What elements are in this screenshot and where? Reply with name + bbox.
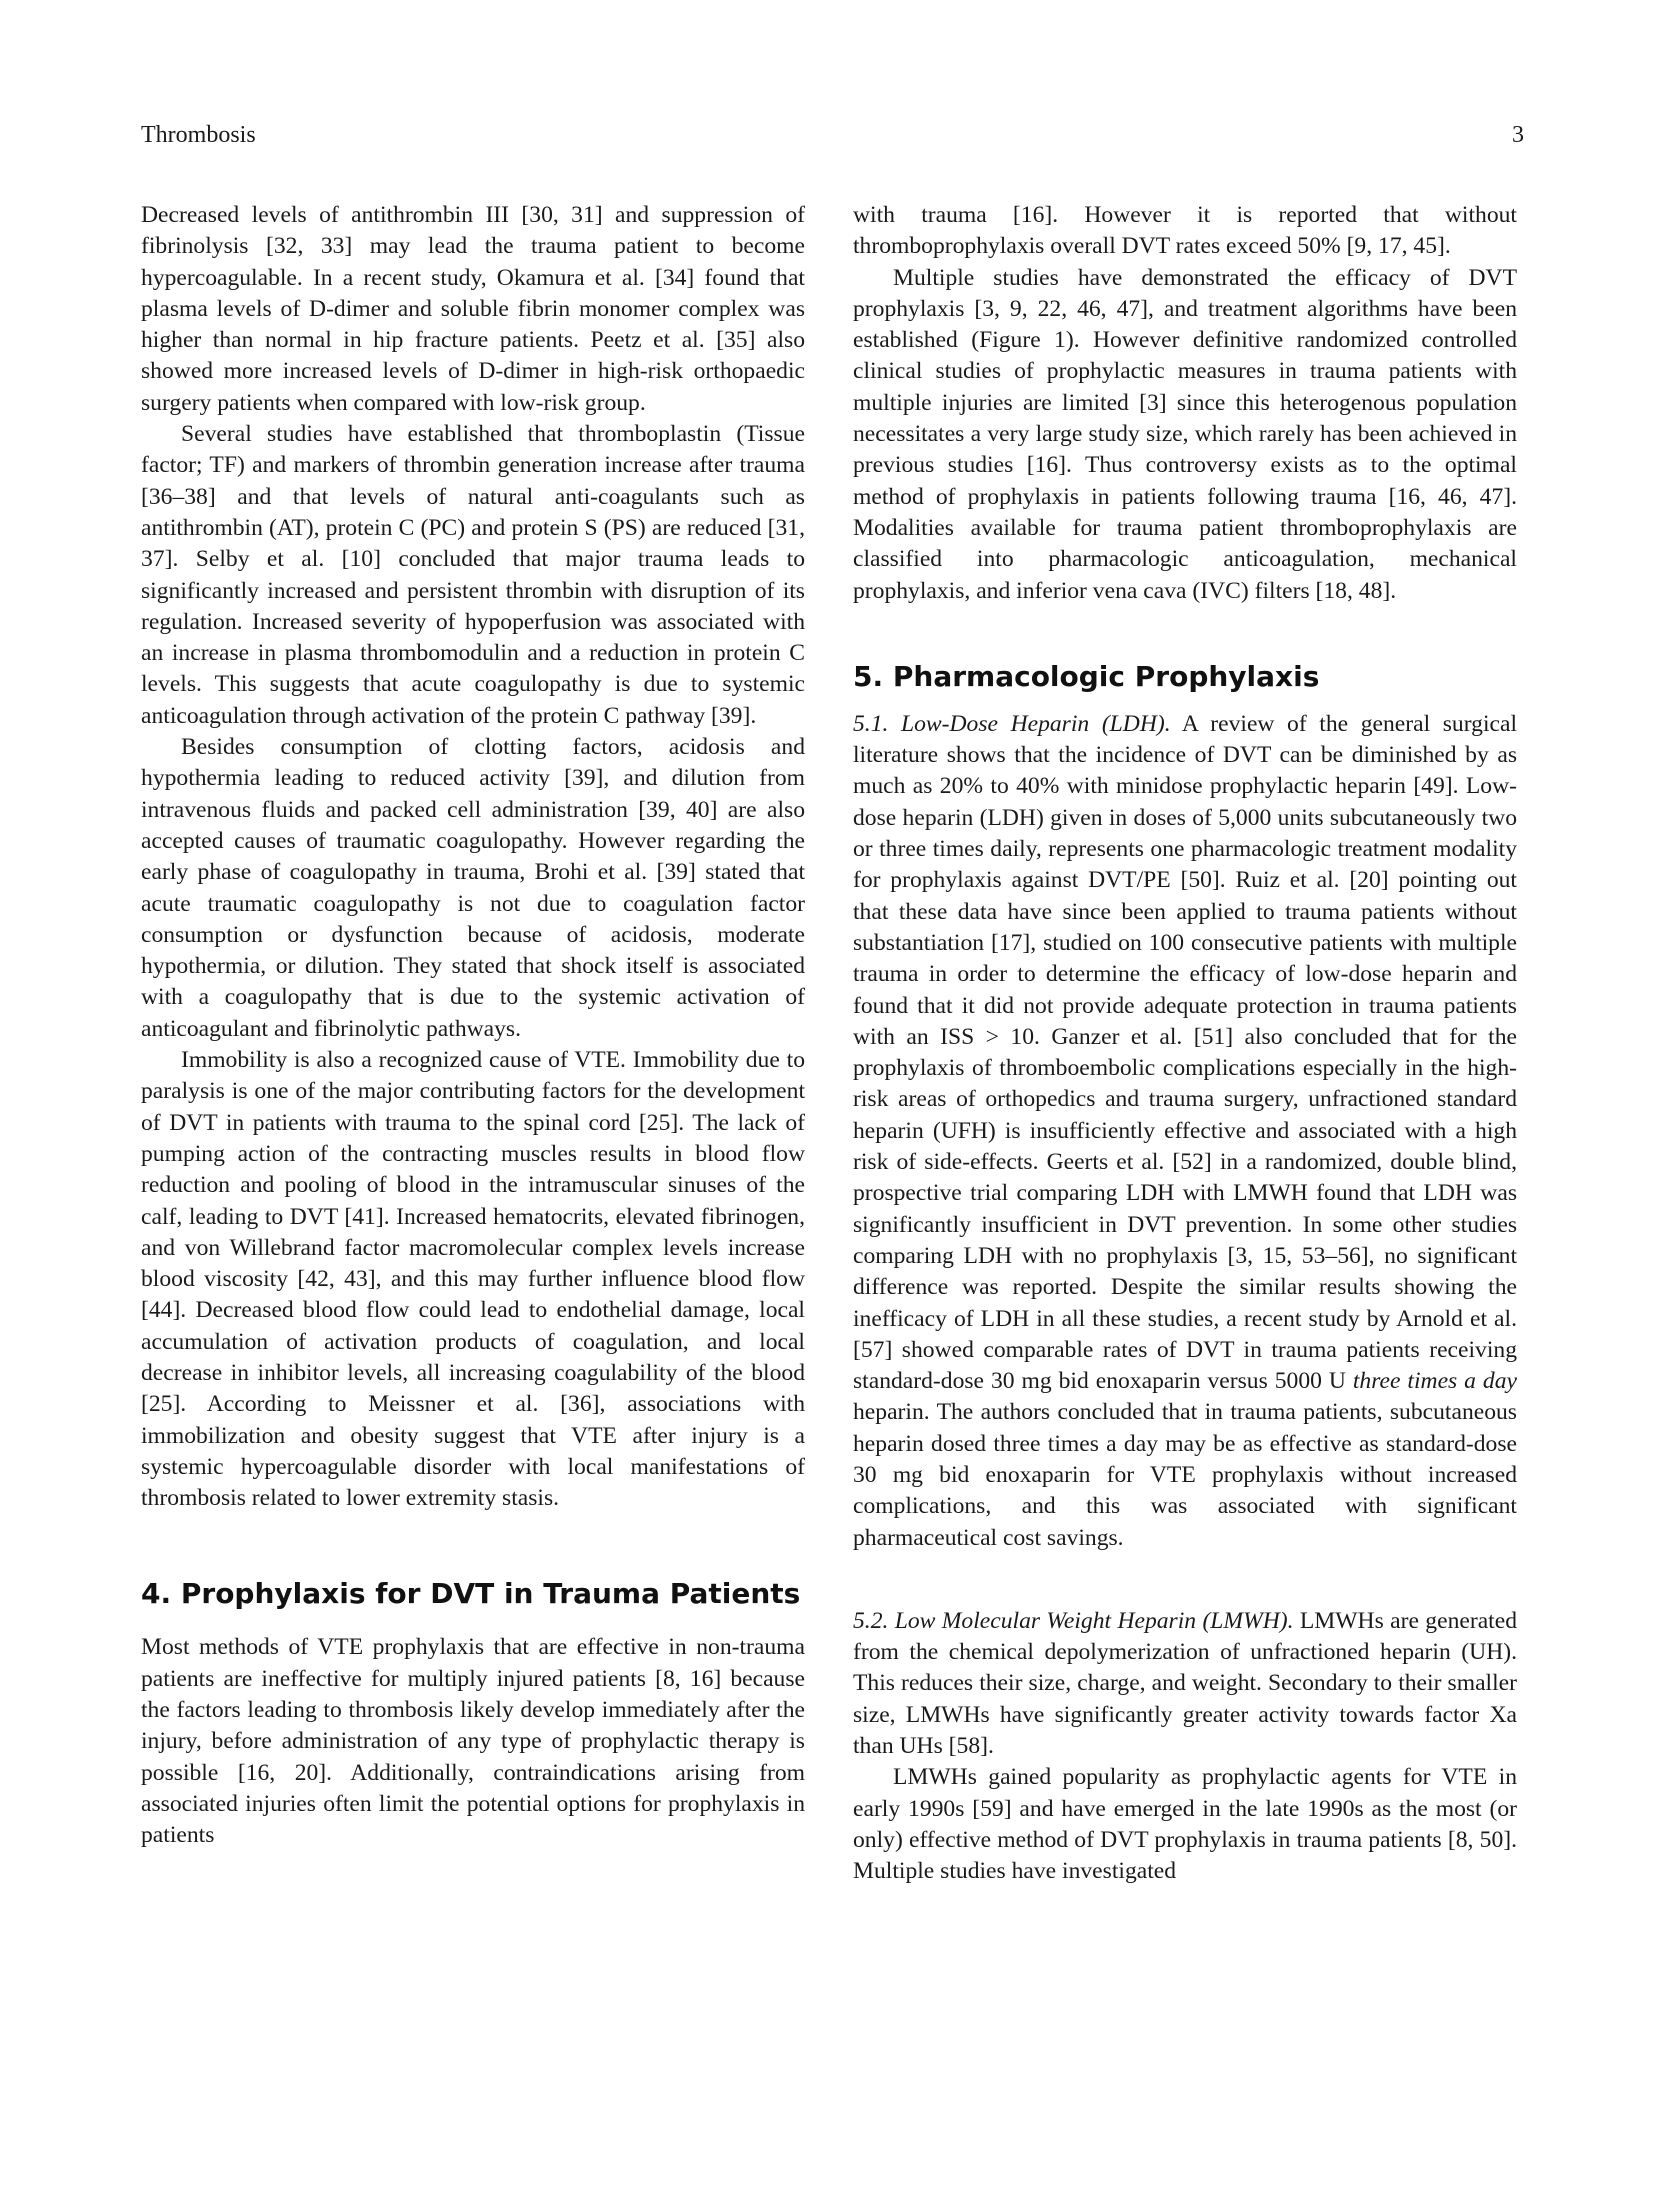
running-header [141, 118, 1524, 152]
emphasis-text: three times a day [1352, 1368, 1517, 1395]
paragraph: Decreased levels of antithrombin III [30, 31] and suppression of fibrinolysis [32, 33] may lead the trauma patient to become hypercoagulable. In a recent study, Okamura et al. [34] found that plasma levels of D-dimer and soluble fibrin monomer complex was higher than normal in hip fracture patients. Peetz et al. [35] also showed more increased levels of D-dimer in high-risk orthopaedic surgery patients when compared with low-risk group. [141, 202, 805, 416]
paragraph: LMWHs gained popularity as prophylactic agents for VTE in early 1990s [59] and have emerged in the late 1990s as the most (or only) effective method of DVT prophylaxis in trauma patients [8, 50]. Multiple studies have investigated [853, 1764, 1517, 1885]
subsection-5-1 [853, 709, 1517, 1554]
page-number: 3 [1512, 122, 1524, 148]
subsection-5-2 [853, 1606, 1517, 1762]
section-heading-4: 4. Prophylaxis for DVT in Trauma Patients [141, 1577, 801, 1611]
right-column [853, 200, 1517, 1888]
subsection-heading-5-2: 5.2. Low Molecular Weight Heparin (LMWH). [853, 1607, 1294, 1634]
paragraph: Immobility is also a recognized cause of VTE. Immobility due to paralysis is one of the major contributing factors for the development of DVT in patients with trauma to the spinal cord [25]. The lack of pumping action of the contracting muscles results in blood flow reduction and pooling of blood in the intramuscular sinuses of the calf, leading to DVT [41]. Increased hematocrits, elevated fibrinogen, and von Willebrand factor macromolecular complex levels increase blood viscosity [42, 43], and this may further influence blood flow [44]. Decreased blood flow could lead to endothelial damage, local accumulation of activation products of coagulation, and local decrease in inhibitor levels, all increasing coagulability of the blood [25]. According to Meissner et al. [36], associations with immobilization and obesity suggest that VTE after injury is a systemic hypercoagulable disorder with local manifestations of thrombosis related to lower extremity stasis. [141, 1047, 805, 1512]
paragraph: Most methods of VTE prophylaxis that are effective in non-trauma patients are ineffective for multiply injured patients [8, 16] because the factors leading to thrombosis likely develop immediately after the injury, before administration of any type of prophylactic therapy is possible [16, 20]. Additionally, contraindications arising from associated injuries often limit the potential options for prophylaxis in patients [141, 1634, 805, 1849]
subsection-text: LMWHs are generated from the chemical depolymerization of unfractioned heparin (UH). This reduces their size, charge, and weight. Secondary to their smaller size, LMWHs have significantly greater activity towards factor Xa than UHs [58]. [853, 1607, 1517, 1760]
paragraph: Multiple studies have demonstrated the efficacy of DVT prophylaxis [3, 9, 22, 46, 47], and treatment algorithms have been established (Figure 1). However definitive randomized controlled clinical studies of prophylactic measures in trauma patients with multiple injuries are limited [3] since this heterogenous population necessitates a very large study size, which rarely has been achieved in previous studies [16]. Thus controversy exists as to the optimal method of prophylaxis in patients following trauma [16, 46, 47]. Modalities available for trauma patient thromboprophylaxis are classified into pharmacologic anticoagulation, mechanical prophylaxis, and inferior vena cava (IVC) filters [18, 48]. [853, 264, 1517, 604]
paragraph: with trauma [16]. However it is reported that without thromboprophylaxis overall DVT rates exceed 50% [9, 17, 45]. [853, 202, 1517, 260]
paragraph: Besides consumption of clotting factors, acidosis and hypothermia leading to reduced activity [39], and dilution from intravenous fluids and packed cell administration [39, 40] are also accepted causes of traumatic coagulopathy. However regarding the early phase of coagulopathy in trauma, Brohi et al. [39] stated that acute traumatic coagulopathy is not due to coagulation factor consumption or dysfunction because of acidosis, moderate hypothermia, or dilution. They stated that shock itself is associated with a coagulopathy that is due to the systemic activation of anticoagulant and fibrinolytic pathways. [141, 734, 805, 1042]
journal-name: Thrombosis [141, 122, 256, 148]
subsection-heading-5-1: 5.1. Low-Dose Heparin (LDH). [853, 710, 1171, 737]
subsection-text: A review of the general surgical literature shows that the incidence of DVT can be diminished by as much as 20% to 40% with minidose prophylactic heparin [49]. Low-dose heparin (LDH) given in doses of 5,000 units subcutaneously two or three times daily, represents one pharmacologic treatment modality for prophylaxis against DVT/PE [50]. Ruiz et al. [20] pointing out that these data have since been applied to trauma patients without substantiation [17], studied on 100 consecutive patients with multiple trauma in order to determine the efficacy of low-dose heparin and found that it did not provide adequate protection in trauma patients with an ISS > 10. Ganzer et al. [51] also concluded that for the prophylaxis of thromboembolic complications especially in the high-risk areas of orthopedics and trauma surgery, unfractioned standard heparin (UFH) is insufficiently effective and associated with a high risk of side-effects. Geerts et al. [52] in a randomized, double blind, prospective trial comparing LDH with LMWH found that LDH was significantly insufficient in DVT prevention. In some other studies comparing LDH with no prophylaxis [3, 15, 53–56], no significant difference was reported. Despite the similar results showing the inefficacy of LDH in all these studies, a recent study by Arnold et al. [57] showed comparable rates of DVT in trauma patients receiving standard-dose 30 mg bid enoxaparin versus 5000 U [853, 710, 1517, 1395]
subsection-text: heparin. The authors concluded that in trauma patients, subcutaneous heparin dosed three times a day may be as effective as standard-dose 30 mg bid enoxaparin for VTE prophylaxis without increased complications, and this was associated with significant pharmaceutical cost savings. [853, 1399, 1517, 1551]
section-heading-5: 5. Pharmacologic Prophylaxis [853, 659, 1320, 693]
paragraph: Several studies have established that thromboplastin (Tissue factor; TF) and markers of thrombin generation increase after trauma [36–38] and that levels of natural anti-coagulants such as antithrombin (AT), protein C (PC) and protein S (PS) are reduced [31, 37]. Selby et al. [10] concluded that major trauma leads to significantly increased and persistent thrombin with disruption of its regulation. Increased severity of hypoperfusion was associated with an increase in plasma thrombomodulin and a reduction in protein C levels. This suggests that acute coagulopathy is due to systemic anticoagulation through activation of the protein C pathway [39]. [141, 421, 805, 729]
left-column [141, 200, 805, 1852]
